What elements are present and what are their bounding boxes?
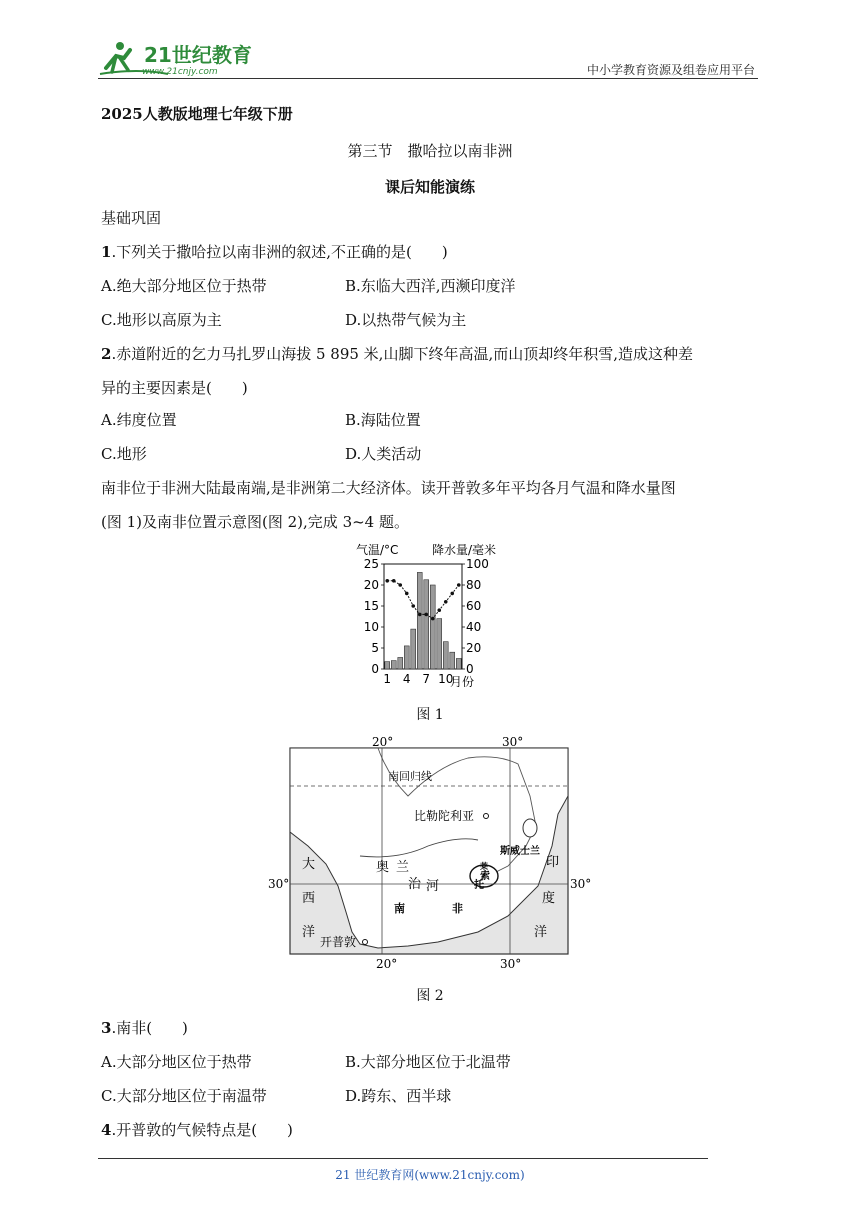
orange-label-1: 奥 bbox=[376, 860, 390, 875]
left-axis-title: 气温/°C bbox=[356, 543, 399, 557]
lesotho-label-3: 托 bbox=[474, 880, 484, 891]
lon-label-bottom-30: 30° bbox=[500, 957, 522, 971]
tropic-label: 南回归线 bbox=[388, 770, 432, 783]
category-label: 基础巩固 bbox=[101, 209, 162, 227]
indian-label-3: 洋 bbox=[534, 925, 548, 940]
precip-bar bbox=[456, 659, 461, 670]
swaziland-label: 斯威士兰 bbox=[500, 846, 540, 857]
material-text-2: (图 1)及南非位置示意图(图 2),完成 3~4 题。 bbox=[101, 513, 409, 531]
indian-label-2: 度 bbox=[542, 891, 556, 906]
orange-label-3: 治 bbox=[408, 877, 422, 892]
lon-label-top-20: 20° bbox=[372, 736, 394, 749]
q1-option-a: A.绝大部分地区位于热带 bbox=[101, 277, 267, 295]
precip-bar bbox=[424, 580, 429, 669]
precip-bar bbox=[437, 619, 442, 669]
left-tick-label: 25 bbox=[363, 557, 379, 571]
right-tick-label: 40 bbox=[466, 620, 482, 634]
temperature-point bbox=[424, 613, 428, 617]
temperature-point bbox=[437, 608, 441, 612]
temperature-point bbox=[411, 604, 415, 608]
temperature-point bbox=[457, 583, 461, 587]
subtitle: 课后知能演练 bbox=[384, 178, 475, 196]
climate-chart bbox=[350, 540, 500, 690]
south-africa-map bbox=[268, 736, 598, 972]
q3-option-c: C.大部分地区位于南温带 bbox=[101, 1087, 267, 1105]
precip-bar bbox=[391, 661, 396, 669]
chart-plot-area bbox=[364, 557, 489, 686]
atlantic-label-3: 洋 bbox=[302, 925, 316, 940]
q1-option-d: D.以热带气候为主 bbox=[345, 311, 467, 329]
figure-1-caption: 图 1 bbox=[416, 707, 444, 723]
pretoria-label: 比勒陀利亚 bbox=[414, 809, 475, 823]
platform-name: 中小学教育资源及组卷应用平台 bbox=[586, 63, 755, 77]
q3-option-a: A.大部分地区位于热带 bbox=[101, 1053, 252, 1071]
left-tick-label: 10 bbox=[363, 620, 379, 634]
question-2-stem-cont: 异的主要因素是( ) bbox=[101, 379, 248, 397]
temperature-point bbox=[418, 613, 422, 617]
temperature-point bbox=[444, 600, 448, 604]
q1-option-c: C.地形以高原为主 bbox=[101, 311, 222, 329]
temperature-line bbox=[387, 581, 459, 619]
temperature-point bbox=[450, 592, 454, 596]
lon-label-bottom-20: 20° bbox=[376, 957, 398, 971]
precip-bar bbox=[417, 572, 422, 669]
precip-bar bbox=[398, 657, 403, 669]
x-tick-label: 1 bbox=[383, 672, 392, 686]
capetown-label: 开普敦 bbox=[320, 935, 357, 949]
figure-2-caption: 图 2 bbox=[416, 988, 444, 1004]
q3-option-b: B.大部分地区位于北温带 bbox=[345, 1053, 511, 1071]
right-tick-label: 60 bbox=[466, 599, 482, 613]
footer-divider bbox=[98, 1158, 708, 1159]
q2-option-d: D.人类活动 bbox=[345, 445, 422, 463]
q3-option-d: D.跨东、西半球 bbox=[345, 1087, 452, 1105]
right-tick-label: 0 bbox=[466, 662, 474, 676]
lon-label-top-30: 30° bbox=[502, 736, 524, 749]
left-tick-label: 5 bbox=[371, 641, 379, 655]
south-africa-label-2: 非 bbox=[452, 902, 463, 915]
right-axis-title: 降水量/毫米 bbox=[432, 543, 497, 557]
logo-url: www.21cnjy.com bbox=[142, 67, 218, 77]
question-1-stem: 1.下列关于撒哈拉以南非洲的叙述,不正确的是( ) bbox=[101, 243, 448, 261]
temperature-point bbox=[385, 579, 389, 583]
question-4-stem: 4.开普敦的气候特点是( ) bbox=[101, 1121, 293, 1139]
precip-bar bbox=[450, 652, 455, 669]
right-tick-label: 20 bbox=[466, 641, 482, 655]
section-title: 第三节 撒哈拉以南非洲 bbox=[347, 142, 513, 160]
precip-bar bbox=[430, 585, 435, 669]
atlantic-label-1: 大 bbox=[302, 857, 316, 872]
indian-label-1: 印 bbox=[546, 855, 560, 870]
material-text-1: 南非位于非洲大陆最南端,是非洲第二大经济体。读开普敦多年平均各月气温和降水量图 bbox=[101, 479, 676, 497]
header-divider bbox=[98, 78, 758, 79]
question-2-stem: 2.赤道附近的乞力马扎罗山海拔 5 895 米,山脚下终年高温,而山顶却终年积雪,造成这种差 bbox=[101, 345, 693, 363]
precip-bar bbox=[411, 629, 416, 669]
south-africa-label-1: 南 bbox=[394, 902, 405, 915]
question-3-stem: 3.南非( ) bbox=[101, 1019, 188, 1037]
orange-label-4: 河 bbox=[426, 879, 440, 894]
right-tick-label: 80 bbox=[466, 578, 482, 592]
temperature-point bbox=[405, 592, 409, 596]
left-tick-label: 15 bbox=[363, 599, 379, 613]
lat-label-right: 30° bbox=[570, 877, 592, 891]
temperature-point bbox=[398, 583, 402, 587]
temperature-point bbox=[392, 579, 396, 583]
right-tick-label: 100 bbox=[466, 557, 489, 571]
x-tick-label: 4 bbox=[402, 672, 411, 686]
lat-label-left: 30° bbox=[268, 877, 290, 891]
precip-bar bbox=[404, 646, 409, 669]
site-logo bbox=[98, 38, 258, 80]
x-tick-label: 10 bbox=[438, 672, 454, 686]
x-tick-label: 7 bbox=[422, 672, 431, 686]
q2-option-b: B.海陆位置 bbox=[345, 411, 421, 429]
q2-option-a: A.纬度位置 bbox=[101, 411, 177, 429]
footer-text: 21 世纪教育网(www.21cnjy.com) bbox=[335, 1168, 525, 1182]
q2-option-c: C.地形 bbox=[101, 445, 147, 463]
lesotho-label-2: 索 bbox=[480, 871, 490, 882]
left-tick-label: 0 bbox=[371, 662, 379, 676]
swaziland-outline bbox=[523, 819, 537, 837]
book-title: 2025人教版地理七年级下册 bbox=[101, 105, 293, 123]
temperature-point bbox=[431, 617, 435, 621]
q1-option-b: B.东临大西洋,西濒印度洋 bbox=[345, 277, 516, 295]
lesotho-label-1: 莱 bbox=[480, 861, 488, 871]
left-tick-label: 20 bbox=[363, 578, 379, 592]
x-axis-title: 月份 bbox=[450, 675, 475, 689]
atlantic-label-2: 西 bbox=[302, 891, 316, 906]
precip-bar bbox=[443, 642, 448, 669]
logo-text: 21世纪教育 bbox=[144, 43, 252, 67]
orange-label-2: 兰 bbox=[396, 860, 410, 875]
precip-bar bbox=[385, 662, 390, 669]
